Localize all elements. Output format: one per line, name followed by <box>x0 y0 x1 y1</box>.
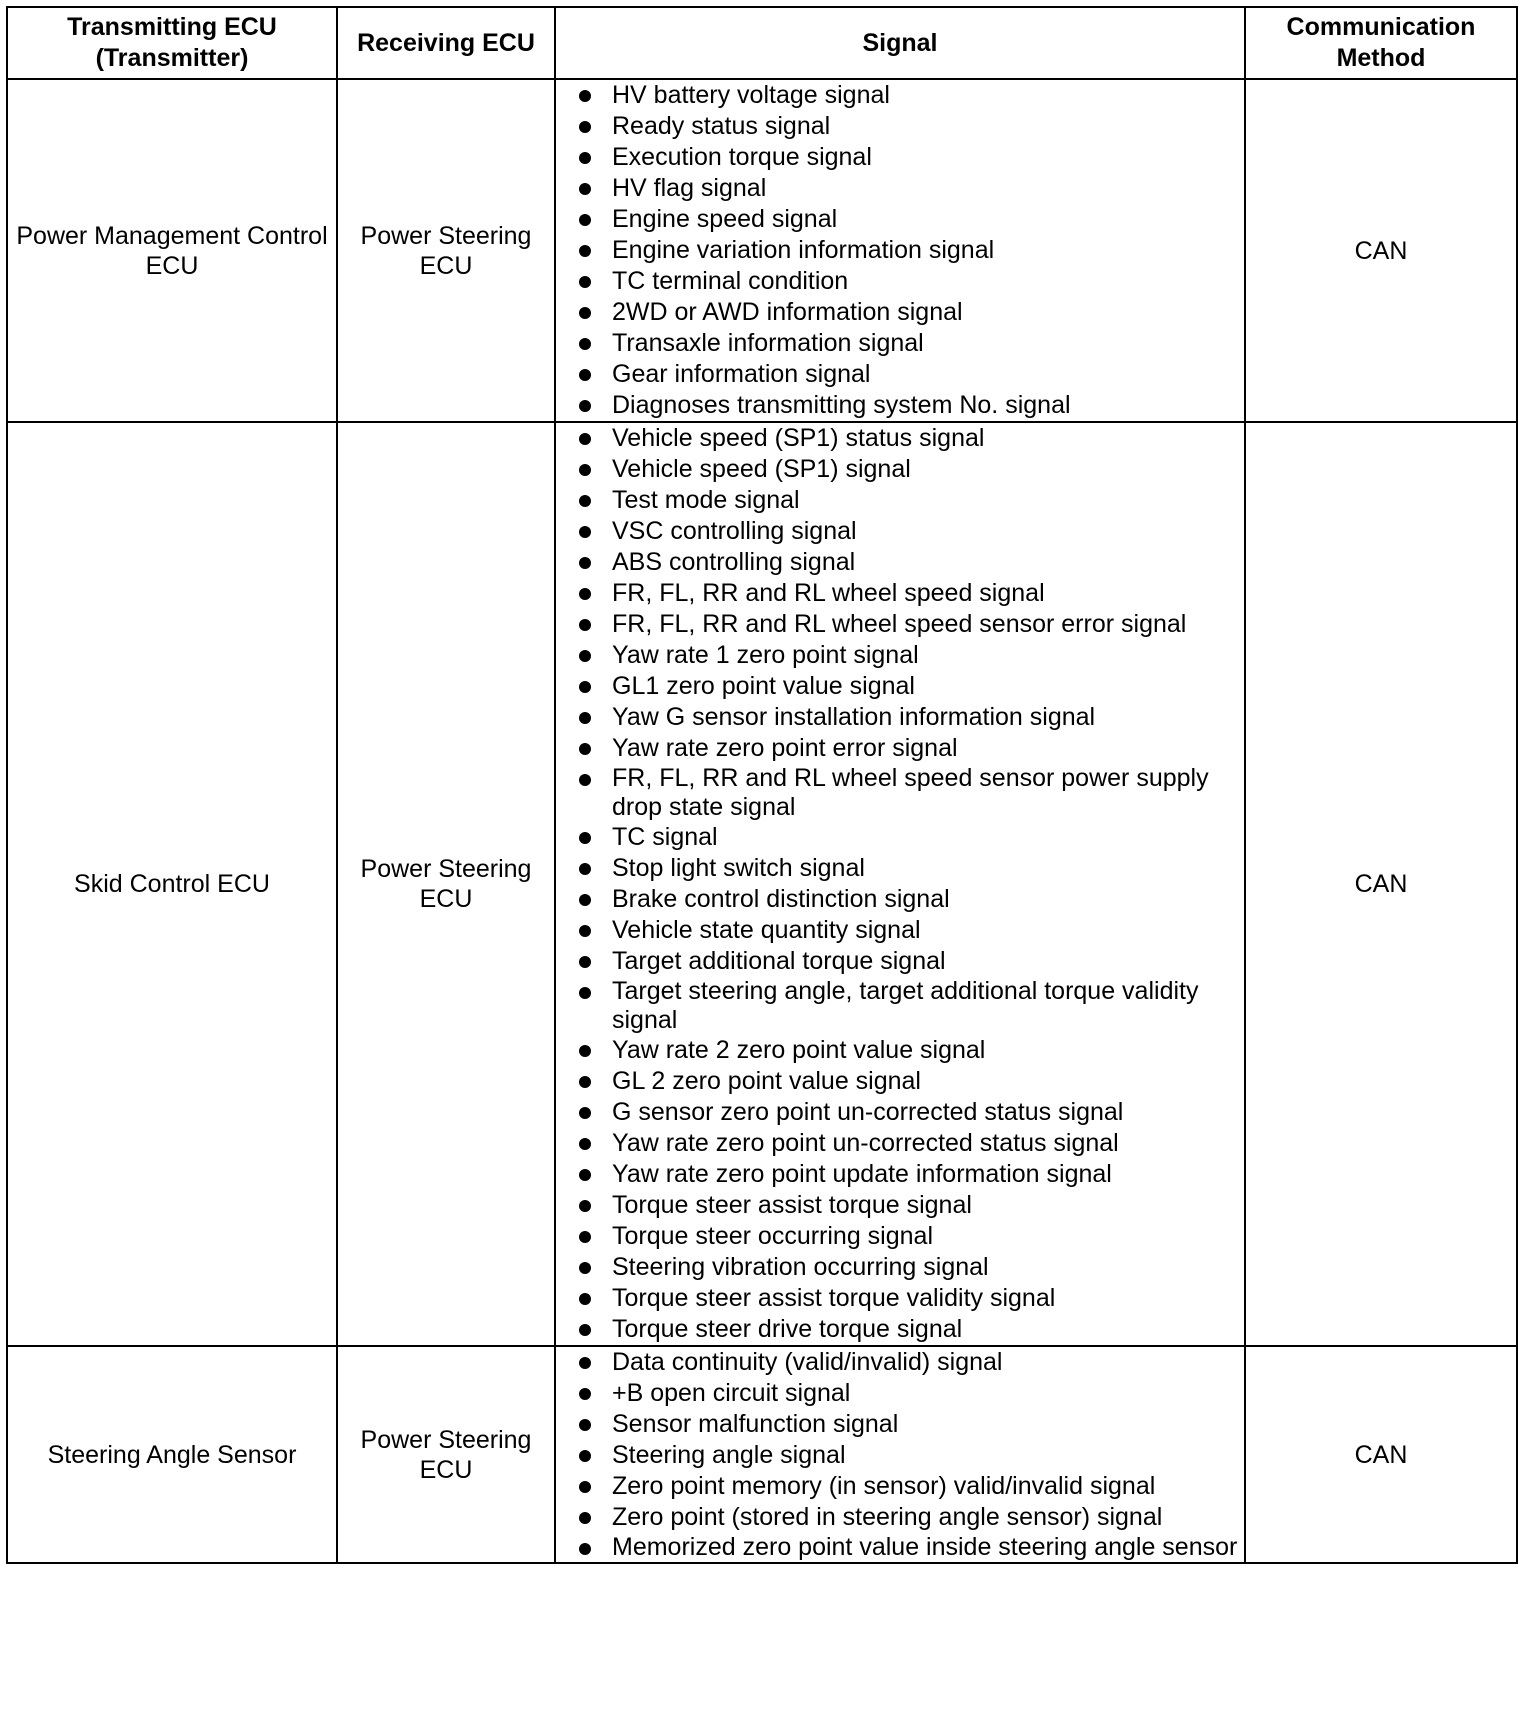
communication-method-cell: CAN <box>1245 79 1517 422</box>
signal-list-item <box>556 1035 1244 1066</box>
signal-list-item <box>556 822 1244 853</box>
bullet-icon <box>579 774 591 786</box>
signal-text: Ready status signal <box>612 112 831 140</box>
communication-method-cell: CAN <box>1245 1346 1517 1563</box>
bullet-icon <box>579 276 591 288</box>
signal-text: Yaw rate zero point error signal <box>612 734 958 762</box>
signal-list-item <box>556 1097 1244 1128</box>
signal-text: ABS controlling signal <box>612 548 856 576</box>
bullet-icon <box>579 495 591 507</box>
bullet-icon <box>579 90 591 102</box>
signal-list-item <box>556 204 1244 235</box>
signal-text: Steering vibration occurring signal <box>612 1253 989 1281</box>
signal-text: Diagnoses transmitting system No. signal <box>612 391 1071 419</box>
bullet-icon <box>579 1169 591 1181</box>
bullet-icon <box>579 1262 591 1274</box>
bullet-icon <box>579 1138 591 1150</box>
signal-list-item <box>556 1347 1244 1378</box>
header-receiving-ecu: Receiving ECU <box>337 7 555 79</box>
signal-text: VSC controlling signal <box>612 517 857 545</box>
bullet-icon <box>579 338 591 350</box>
header-transmitting-ecu: Transmitting ECU (Transmitter) <box>7 7 337 79</box>
bullet-icon <box>579 1512 591 1524</box>
bullet-icon <box>579 400 591 412</box>
signal-text: FR, FL, RR and RL wheel speed signal <box>612 579 1045 607</box>
signal-list-item <box>556 1159 1244 1190</box>
receiving-ecu-cell: Power Steering ECU <box>337 79 555 422</box>
signal-text: Vehicle speed (SP1) signal <box>612 455 911 483</box>
bullet-icon <box>579 464 591 476</box>
signal-text: GL1 zero point value signal <box>612 672 915 700</box>
signal-text: Torque steer drive torque signal <box>612 1315 963 1343</box>
signal-text: Yaw rate zero point un-corrected status signal <box>612 1129 1119 1157</box>
signal-text: G sensor zero point un-corrected status signal <box>612 1098 1124 1126</box>
bullet-icon <box>579 121 591 133</box>
header-communication-method: Communication Method <box>1245 7 1517 79</box>
signal-list-item <box>556 1533 1244 1562</box>
bullet-icon <box>579 1045 591 1057</box>
signal-list <box>556 80 1244 421</box>
signal-text: Yaw rate 2 zero point value signal <box>612 1036 986 1064</box>
signal-list-item <box>556 235 1244 266</box>
signal-text: Data continuity (valid/invalid) signal <box>612 1348 1003 1376</box>
signal-list-item <box>556 80 1244 111</box>
signal-list-item <box>556 853 1244 884</box>
bullet-icon <box>579 956 591 968</box>
signal-list-item <box>556 1471 1244 1502</box>
bullet-icon <box>579 245 591 257</box>
signal-text: Torque steer assist torque signal <box>612 1191 972 1219</box>
bullet-icon <box>579 925 591 937</box>
transmitting-ecu-cell: Steering Angle Sensor <box>7 1346 337 1563</box>
signal-list-item <box>556 297 1244 328</box>
receiving-ecu-cell: Power Steering ECU <box>337 1346 555 1563</box>
signal-list-item <box>556 764 1244 822</box>
signal-text: Zero point (stored in steering angle sensor) signal <box>612 1503 1163 1531</box>
signal-list-item <box>556 516 1244 547</box>
signal-list-item <box>556 423 1244 454</box>
signal-text: Sensor malfunction signal <box>612 1410 899 1438</box>
signal-text: FR, FL, RR and RL wheel speed sensor error signal <box>612 610 1187 638</box>
signal-list-item <box>556 1440 1244 1471</box>
signal-text: HV battery voltage signal <box>612 81 890 109</box>
header-signal: Signal <box>555 7 1245 79</box>
table-row <box>7 1346 1517 1563</box>
bullet-icon <box>579 1324 591 1336</box>
bullet-icon <box>579 307 591 319</box>
bullet-icon <box>579 1450 591 1462</box>
signal-text: Memorized zero point value inside steering angle sensor <box>612 1533 1238 1561</box>
signal-list <box>556 1347 1244 1562</box>
bullet-icon <box>579 712 591 724</box>
signal-list-item <box>556 1128 1244 1159</box>
ecu-communication-table <box>6 6 1518 1564</box>
signal-list-item <box>556 640 1244 671</box>
signal-text: Test mode signal <box>612 486 800 514</box>
signal-text: TC signal <box>612 823 718 851</box>
table-body <box>7 79 1517 1563</box>
signal-list-item <box>556 578 1244 609</box>
signal-list-item <box>556 1283 1244 1314</box>
signal-text: FR, FL, RR and RL wheel speed sensor power supply drop state signal <box>612 764 1209 821</box>
signal-list-item <box>556 1221 1244 1252</box>
signal-list-item <box>556 173 1244 204</box>
bullet-icon <box>579 1293 591 1305</box>
bullet-icon <box>579 152 591 164</box>
signal-text: Vehicle state quantity signal <box>612 916 921 944</box>
bullet-icon <box>579 1543 591 1555</box>
signal-text: Transaxle information signal <box>612 329 924 357</box>
signal-list-item <box>556 485 1244 516</box>
bullet-icon <box>579 987 591 999</box>
bullet-icon <box>579 588 591 600</box>
bullet-icon <box>579 1481 591 1493</box>
signal-text: Target steering angle, target additional torque validity signal <box>612 977 1199 1034</box>
signal-list-item <box>556 547 1244 578</box>
signal-text: Yaw G sensor installation information signal <box>612 703 1096 731</box>
signal-list-item <box>556 1252 1244 1283</box>
signal-list-item <box>556 111 1244 142</box>
signal-cell <box>555 422 1245 1346</box>
bullet-icon <box>579 619 591 631</box>
table-row <box>7 79 1517 422</box>
bullet-icon <box>579 650 591 662</box>
receiving-ecu-cell: Power Steering ECU <box>337 422 555 1346</box>
signal-text: GL 2 zero point value signal <box>612 1067 921 1095</box>
signal-text: HV flag signal <box>612 174 767 202</box>
signal-text: Yaw rate zero point update information signal <box>612 1160 1112 1188</box>
signal-text: Stop light switch signal <box>612 854 865 882</box>
signal-list-item <box>556 1409 1244 1440</box>
communication-method-cell: CAN <box>1245 422 1517 1346</box>
bullet-icon <box>579 526 591 538</box>
signal-list-item <box>556 884 1244 915</box>
bullet-icon <box>579 369 591 381</box>
signal-text: Engine variation information signal <box>612 236 995 264</box>
signal-text: 2WD or AWD information signal <box>612 298 963 326</box>
signal-list-item <box>556 390 1244 421</box>
bullet-icon <box>579 557 591 569</box>
signal-list-item <box>556 266 1244 297</box>
signal-list-item <box>556 454 1244 485</box>
signal-list-item <box>556 1314 1244 1345</box>
signal-text: Zero point memory (in sensor) valid/invalid signal <box>612 1472 1156 1500</box>
bullet-icon <box>579 183 591 195</box>
signal-text: Brake control distinction signal <box>612 885 950 913</box>
bullet-icon <box>579 743 591 755</box>
signal-list-item <box>556 609 1244 640</box>
signal-cell <box>555 1346 1245 1563</box>
header-row <box>7 7 1517 79</box>
signal-list-item <box>556 142 1244 173</box>
bullet-icon <box>579 1200 591 1212</box>
signal-text: Gear information signal <box>612 360 871 388</box>
signal-list-item <box>556 1190 1244 1221</box>
table-row <box>7 422 1517 1346</box>
signal-text: Target additional torque signal <box>612 947 946 975</box>
signal-list-item <box>556 1502 1244 1533</box>
signal-list-item <box>556 1066 1244 1097</box>
bullet-icon <box>579 1231 591 1243</box>
signal-list-item <box>556 702 1244 733</box>
bullet-icon <box>579 681 591 693</box>
signal-list-item <box>556 671 1244 702</box>
signal-text: Torque steer occurring signal <box>612 1222 933 1250</box>
transmitting-ecu-cell: Power Management Control ECU <box>7 79 337 422</box>
bullet-icon <box>579 894 591 906</box>
transmitting-ecu-cell: Skid Control ECU <box>7 422 337 1346</box>
signal-text: Vehicle speed (SP1) status signal <box>612 424 985 452</box>
signal-list-item <box>556 915 1244 946</box>
bullet-icon <box>579 1419 591 1431</box>
signal-list-item <box>556 1378 1244 1409</box>
signal-list-item <box>556 946 1244 977</box>
signal-cell <box>555 79 1245 422</box>
signal-text: Steering angle signal <box>612 1441 846 1469</box>
bullet-icon <box>579 214 591 226</box>
signal-text: Engine speed signal <box>612 205 838 233</box>
signal-text: Yaw rate 1 zero point signal <box>612 641 919 669</box>
bullet-icon <box>579 433 591 445</box>
bullet-icon <box>579 863 591 875</box>
signal-text: Torque steer assist torque validity signal <box>612 1284 1056 1312</box>
bullet-icon <box>579 1357 591 1369</box>
signal-text: TC terminal condition <box>612 267 849 295</box>
signal-list-item <box>556 359 1244 390</box>
signal-list-item <box>556 733 1244 764</box>
signal-list <box>556 423 1244 1345</box>
signal-text: +B open circuit signal <box>612 1379 851 1407</box>
bullet-icon <box>579 1388 591 1400</box>
bullet-icon <box>579 832 591 844</box>
signal-list-item <box>556 328 1244 359</box>
bullet-icon <box>579 1107 591 1119</box>
signal-text: Execution torque signal <box>612 143 872 171</box>
signal-list-item <box>556 977 1244 1035</box>
bullet-icon <box>579 1076 591 1088</box>
